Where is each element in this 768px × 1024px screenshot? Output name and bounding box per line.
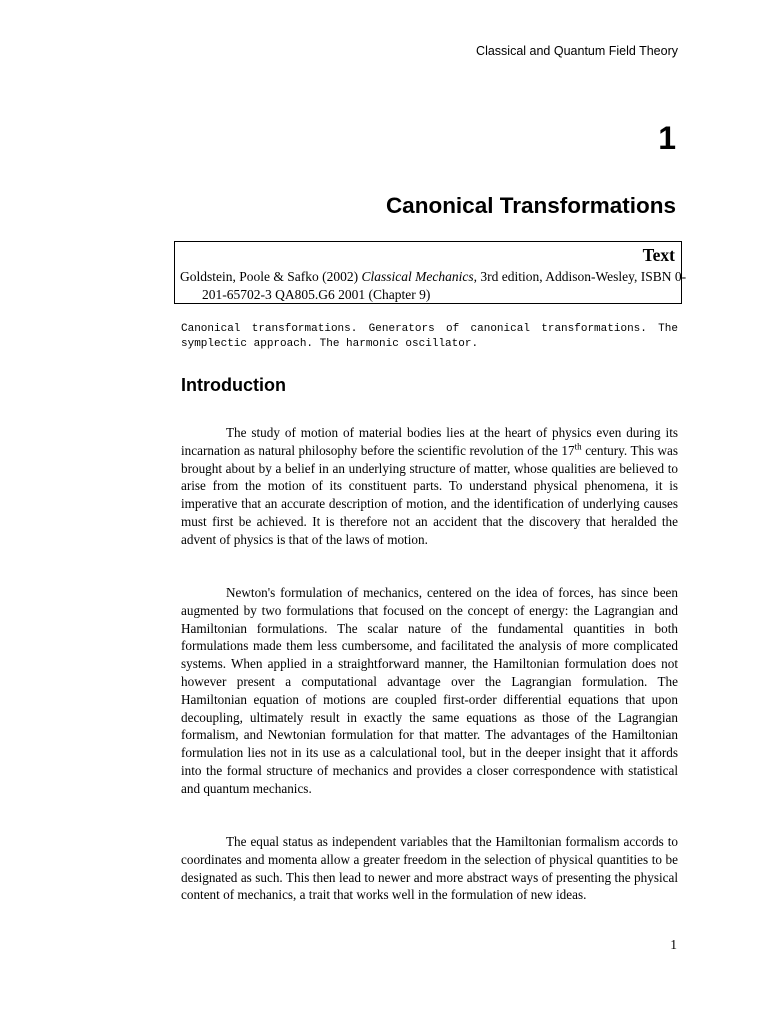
paragraph-1 (181, 424, 678, 549)
paragraph-1-text-a: The study of motion of material bodies lies at the heart of physics even during its incarnation as natural philosophy before the scientific revolution of the 17 (181, 425, 678, 458)
reference-authors: Goldstein, Poole & Safko (2002) (180, 269, 362, 284)
running-header: Classical and Quantum Field Theory (476, 44, 678, 58)
ordinal-suffix: th (574, 441, 582, 452)
paragraph-1-text-b: century. This was brought about by a belief in an underlying structure of matter, whose qualities are believed to arise from the motion of its constituent parts. To understand physical phenomena, it is imperative that an accurate description of motion, and the identification of underlying causes must first be achieved. It is therefore not an accident that the discovery that heralded the advent of physics is that of the laws of motion. (181, 442, 678, 547)
paragraph-3: The equal status as independent variables that the Hamiltonian formalism accords to coordinates and momenta allow a greater freedom in the selection of physical quantities to be designated as such. This then lead to newer and more abstract ways of presenting the physical content of mechanics, a trait that works well in the formulation of new ideas. (181, 834, 678, 903)
chapter-number: 1 (658, 120, 676, 156)
section-heading: Introduction (181, 375, 286, 395)
reference-book-title: Classical Mechanics (361, 269, 474, 284)
reference-citation (180, 268, 687, 303)
reference-details: , 3rd edition, Addison-Wesley, ISBN 0-201-65702-3 QA805.G6 2001 (Chapter 9) (202, 269, 687, 302)
chapter-title: Canonical Transformations (385, 193, 676, 218)
paragraph-2: Newton's formulation of mechanics, centered on the idea of forces, has since been augmented by two formulations that focused on the concept of energy: the Lagrangian and Hamiltonian formulations. The scalar nature of the fundamental quantities in both formulations made them less cumbersome, and facilitated the analysis of more complicated systems. When applied in a straightforward manner, the Hamiltonian formulation does not however present a computational advantage over the Lagrangian formulation. The Hamiltonian equation of motions are coupled first-order differential equations that upon decoupling, ultimately result in exactly the same equations as those of the Lagrangian formalism, and Newtonian formulation for that matter. The advantages of the Hamiltonian formulation lies not in its use as a calculational tool, but in the deeper insight that it affords into the formal structure of mechanics and provides a closer correspondence with statistical and quantum mechanics. (181, 585, 678, 796)
text-box-heading: Text (642, 245, 675, 265)
page-number: 1 (670, 937, 677, 952)
text-reference-box (174, 241, 687, 304)
chapter-summary: Canonical transformations. Generators of canonical transformations. The symplectic approach. The harmonic oscillator. (181, 323, 678, 350)
